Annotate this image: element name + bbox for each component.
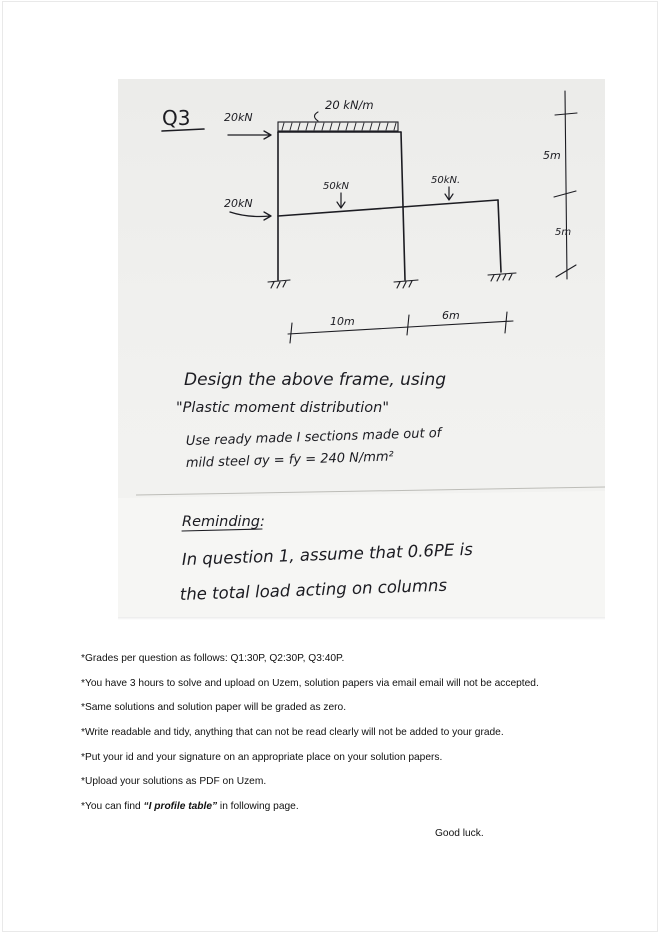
task-line-3: Use ready made I sections made out of [185,425,442,449]
photo-shadow [118,617,605,620]
left-point-load-label: 50kN [323,181,349,192]
instruction-item: *Grades per question as follows: Q1:30P, Q2:30P, Q3:40P. [81,653,345,664]
right-point-load-label: 50kN. [431,175,461,186]
udl-label: 20 kN/m [325,98,374,112]
left-support [268,280,290,288]
profile-note-prefix: *You can find [81,801,144,813]
top-horizontal-load-label: 20kN [224,111,253,124]
closing-text: Good luck. [435,828,484,839]
instruction-item-profile-table [81,799,621,824]
profile-note-suffix: in following page. [217,801,299,813]
left-point-load-arrow [337,193,345,208]
reminder-heading: Reminding: [182,514,265,530]
task-line-1: Design the above frame, using [184,370,447,390]
udl-hatching [282,123,396,130]
vertical-dimension-line [565,91,567,279]
horizontal-dimension-line [288,321,513,334]
instruction-item: *Same solutions and solution paper will be graded as zero. [81,702,347,714]
reminder-line-2: the total load acting on columns [179,575,448,604]
udl-label-pointer [315,112,319,121]
task-line-4: mild steel σy = fy = 240 N/mm² [185,449,395,471]
reminder-line-1: In question 1, assume that 0.6PE is [181,539,474,569]
right-support [488,273,516,281]
instruction-item: *Put your id and your signature on an appropriate place on your solution papers. [81,751,443,763]
instruction-item: *Upload your solutions as PDF on Uzem. [81,776,267,788]
right-span-label: 6m [442,309,460,322]
upper-height-label: 5m [543,149,561,162]
lower-height-label: 5m [555,227,572,238]
mid-horizontal-load-arrow [230,212,271,220]
instruction-item: *Write readable and tidy, anything that can not be read clearly will not be added to your grade. [81,727,504,739]
floor-beam [278,200,498,216]
question-label: Q3 [162,106,191,130]
middle-support [394,280,418,288]
instruction-item: *You have 3 hours to solve and upload on Uzem, solution papers via email email will not be accepted. [81,677,539,689]
mid-horizontal-load-label: 20kN [224,197,253,210]
right-column [498,200,501,272]
left-span-label: 10m [330,315,355,328]
right-point-load-arrow [445,187,453,200]
profile-table-reference: “I profile table” [143,801,218,813]
frame-diagram [118,79,605,617]
task-line-2: "Plastic moment distribution" [176,400,390,416]
handwritten-question-photo [118,79,605,617]
top-horizontal-load-arrow [228,131,271,139]
middle-column [401,132,405,280]
instructions-list [81,651,621,824]
